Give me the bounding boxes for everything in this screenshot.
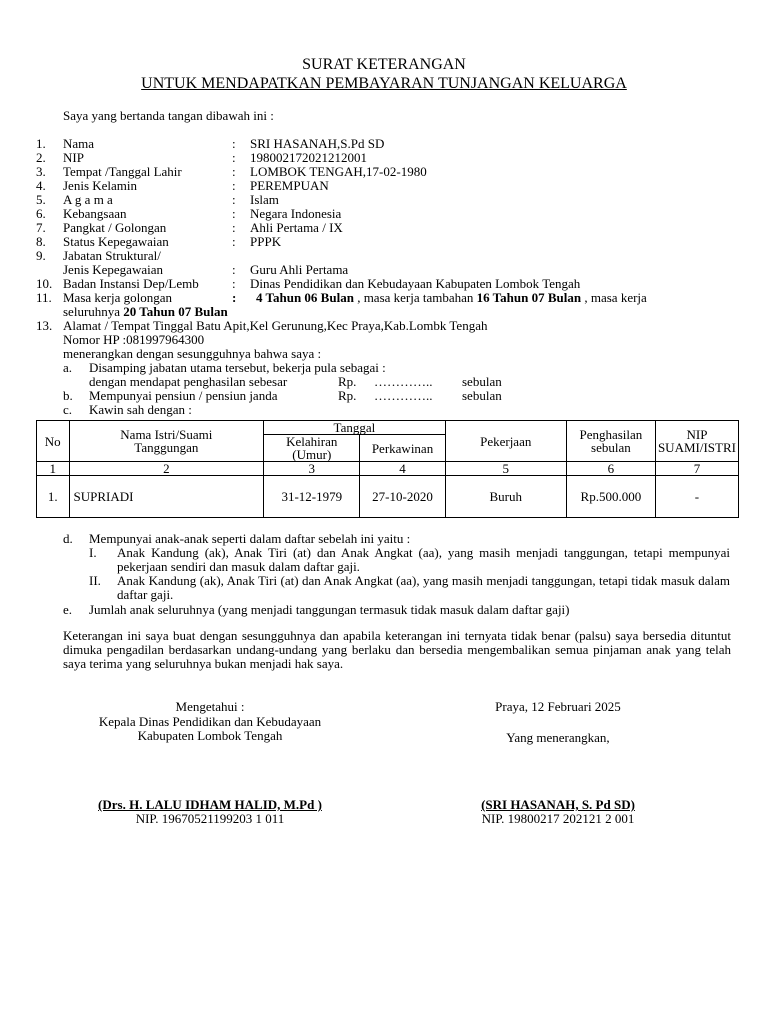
table-row bbox=[37, 476, 739, 518]
masa-kerja-tail-text: , masa kerja bbox=[581, 290, 647, 305]
field-num: 8. bbox=[36, 234, 46, 249]
masa-kerja-line-2 bbox=[63, 305, 228, 319]
header-nip-line-1: NIP bbox=[686, 427, 708, 442]
document-subtitle: UNTUK MENDAPATKAN PEMBAYARAN TUNJANGAN KELUARGA bbox=[141, 75, 627, 92]
spouse-table bbox=[36, 420, 739, 518]
field-value: Negara Indonesia bbox=[250, 206, 342, 221]
sign-left-agency: Kabupaten Lombok Tengah bbox=[137, 728, 283, 743]
option-b-sebulan: sebulan bbox=[462, 388, 502, 403]
field-value: Dinas Pendidikan dan Kebudayaan Kabupaten Lombok Tengah bbox=[250, 276, 581, 291]
field-num: 10. bbox=[36, 276, 53, 291]
column-number: 6 bbox=[566, 462, 655, 476]
sign-left-mengetahui: Mengetahui : bbox=[175, 699, 245, 714]
header-kelahiran-line-2: (Umur) bbox=[292, 447, 332, 462]
masa-kerja-golongan-value: 4 Tahun 06 Bulan bbox=[256, 290, 354, 305]
column-number: 5 bbox=[445, 462, 566, 476]
field-value: SRI HASANAH,S.Pd SD bbox=[250, 136, 385, 151]
option-a-text: Disamping jabatan utama tersebut, bekerja pula sebagai : bbox=[89, 360, 386, 375]
option-b-rp: Rp. bbox=[338, 388, 357, 403]
option-c-text: Kawin sah dengan : bbox=[89, 402, 192, 417]
sign-left-name: (Drs. H. LALU IDHAM HALID, M.Pd ) bbox=[98, 797, 322, 812]
column-number: 4 bbox=[360, 462, 445, 476]
field-num: 6. bbox=[36, 206, 46, 221]
option-d-ii-text: Anak Kandung (ak), Anak Tiri (at) dan Anak Angkat (aa), yang masih menjadi tanggungan, tetapi tidak masuk dalam daftar gaji. bbox=[117, 573, 730, 602]
field-label: Badan Instansi Dep/Lemb bbox=[63, 276, 199, 291]
masa-kerja-num: 11. bbox=[36, 290, 52, 305]
masa-kerja-line bbox=[256, 291, 647, 305]
header-kelahiran bbox=[264, 435, 360, 462]
option-a-letter: a. bbox=[63, 360, 73, 375]
field-colon: : bbox=[232, 220, 236, 235]
field-colon: : bbox=[232, 150, 236, 165]
intro-text: Saya yang bertanda tangan dibawah ini : bbox=[63, 108, 274, 123]
place-date: Praya, 12 Februari 2025 bbox=[495, 699, 621, 714]
field-label: Nama bbox=[63, 136, 95, 151]
field-label: Kebangsaan bbox=[63, 206, 127, 221]
option-c-letter: c. bbox=[63, 402, 73, 417]
document-title: SURAT KETERANGAN bbox=[302, 56, 466, 73]
field-label: Status Kepegawaian bbox=[63, 234, 169, 249]
field-colon: : bbox=[232, 234, 236, 249]
field-num: 7. bbox=[36, 220, 46, 235]
masa-kerja-seluruhnya-value: 20 Tahun 07 Bulan bbox=[123, 304, 228, 319]
header-nama-line-2: Tanggungan bbox=[134, 440, 199, 455]
header-penghasilan-line-2: sebulan bbox=[591, 440, 631, 455]
field-num: 4. bbox=[36, 178, 46, 193]
field-colon: : bbox=[232, 192, 236, 207]
column-number: 3 bbox=[264, 462, 360, 476]
option-a-rp: Rp. bbox=[338, 374, 357, 389]
cell-nama: SUPRIADI bbox=[69, 476, 264, 518]
header-no: No bbox=[37, 421, 70, 462]
closing-paragraph: Keterangan ini saya buat dengan sesungguhnya dan apabila keterangan ini ternyata tidak benar (palsu) saya bersedia dituntut dimuka pengadilan berdasarkan undang-undang yang berlaku dan bersedia mengembalikan semua pinjaman anak yang telah saya terima yang seluruhnya bukan menjadi hak saya. bbox=[63, 628, 731, 671]
field-colon: : bbox=[232, 136, 236, 151]
masa-kerja-tambahan-value: 16 Tahun 07 Bulan bbox=[476, 290, 582, 305]
field-colon: : bbox=[232, 164, 236, 179]
option-a-dots: ………….. bbox=[374, 374, 433, 389]
option-d-i-text: Anak Kandung (ak), Anak Tiri (at) dan Anak Angkat (aa), yang masih menjadi tanggungan, tetapi mempunyai pekerjaan sendiri dan masuk dalam daftar gaji. bbox=[117, 545, 730, 574]
phone-number: Nomor HP :081997964300 bbox=[63, 332, 205, 347]
header-kelahiran-line-1: Kelahiran bbox=[286, 434, 338, 449]
sign-right-label: Yang menerangkan, bbox=[506, 730, 610, 745]
field-colon: : bbox=[232, 206, 236, 221]
masa-kerja-label: Masa kerja golongan bbox=[63, 290, 173, 305]
field-label: Jenis Kelamin bbox=[63, 178, 138, 193]
sign-left-title: Kepala Dinas Pendidikan dan Kebudayaan bbox=[98, 714, 322, 729]
header-nip bbox=[655, 421, 738, 462]
option-a-sebulan: sebulan bbox=[462, 374, 502, 389]
header-penghasilan bbox=[566, 421, 655, 462]
menerangkan-text: menerangkan dengan sesungguhnya bahwa saya : bbox=[63, 346, 322, 361]
alamat-text: Alamat / Tempat Tinggal Batu Apit,Kel Gerunung,Kec Praya,Kab.Lombk Tengah bbox=[63, 318, 488, 333]
masa-kerja-colon: : bbox=[232, 290, 237, 305]
option-d-text: Mempunyai anak-anak seperti dalam daftar sebelah ini yaitu : bbox=[89, 531, 411, 546]
header-nip-line-2: SUAMI/ISTRI bbox=[657, 440, 736, 455]
option-e-letter: e. bbox=[63, 602, 73, 617]
column-number: 7 bbox=[655, 462, 738, 476]
alamat-num: 13. bbox=[36, 318, 53, 333]
column-number: 1 bbox=[37, 462, 70, 476]
header-penghasilan-line-1: Penghasilan bbox=[579, 427, 643, 442]
field-colon: : bbox=[232, 262, 236, 277]
field-num: 2. bbox=[36, 150, 46, 165]
header-nama-line-1: Nama Istri/Suami bbox=[120, 427, 213, 442]
sign-right-nip: NIP. 19800217 202121 2 001 bbox=[481, 811, 635, 826]
option-b-letter: b. bbox=[63, 388, 73, 403]
option-e-text: Jumlah anak seluruhnya (yang menjadi tanggungan termasuk tidak masuk dalam daftar gaji) bbox=[89, 602, 570, 617]
field-colon: : bbox=[232, 276, 236, 291]
field-colon: : bbox=[232, 178, 236, 193]
field-num: 5. bbox=[36, 192, 46, 207]
field-label: Pangkat / Golongan bbox=[63, 220, 167, 235]
column-number: 2 bbox=[69, 462, 264, 476]
sign-right-name: (SRI HASANAH, S. Pd SD) bbox=[481, 797, 635, 812]
field-num: 3. bbox=[36, 164, 46, 179]
field-label: NIP bbox=[63, 150, 84, 165]
option-b-dots: ………….. bbox=[374, 388, 433, 403]
cell-pekerjaan: Buruh bbox=[445, 476, 566, 518]
field-value: Ahli Pertama / IX bbox=[250, 220, 343, 235]
field-num: 9. bbox=[36, 248, 46, 263]
field-value: PEREMPUAN bbox=[250, 178, 329, 193]
field-value: 198002172021212001 bbox=[250, 150, 367, 165]
option-d-ii-num: II. bbox=[89, 573, 101, 588]
cell-penghasilan: Rp.500.000 bbox=[566, 476, 655, 518]
option-d-i-num: I. bbox=[89, 545, 97, 560]
header-perkawinan: Perkawinan bbox=[360, 435, 445, 462]
field-value: LOMBOK TENGAH,17-02-1980 bbox=[250, 164, 427, 179]
field-label: A g a m a bbox=[63, 192, 113, 207]
field-label: Jabatan Struktural/ bbox=[63, 248, 161, 263]
option-b-text: Mempunyai pensiun / pensiun janda bbox=[89, 388, 278, 403]
option-a-income-label: dengan mendapat penghasilan sebesar bbox=[89, 374, 288, 389]
cell-nip: - bbox=[655, 476, 738, 518]
header-tanggal: Tanggal bbox=[264, 421, 445, 435]
cell-no: 1. bbox=[37, 476, 70, 518]
field-value: PPPK bbox=[250, 234, 282, 249]
option-d-letter: d. bbox=[63, 531, 73, 546]
field-label: Jenis Kepegawaian bbox=[63, 262, 163, 277]
cell-kelahiran: 31-12-1979 bbox=[264, 476, 360, 518]
field-label: Tempat /Tanggal Lahir bbox=[63, 164, 182, 179]
field-value: Islam bbox=[250, 192, 279, 207]
table-column-number-row bbox=[37, 462, 739, 476]
header-pekerjaan: Pekerjaan bbox=[445, 421, 566, 462]
header-nama bbox=[69, 421, 264, 462]
table-header-row bbox=[37, 421, 739, 435]
field-num: 1. bbox=[36, 136, 46, 151]
masa-kerja-seluruhnya-text: seluruhnya bbox=[63, 304, 124, 319]
sign-left-nip: NIP. 19670521199203 1 011 bbox=[135, 811, 285, 826]
field-value: Guru Ahli Pertama bbox=[250, 262, 349, 277]
cell-perkawinan: 27-10-2020 bbox=[360, 476, 445, 518]
masa-kerja-mid-text: , masa kerja tambahan bbox=[353, 290, 477, 305]
